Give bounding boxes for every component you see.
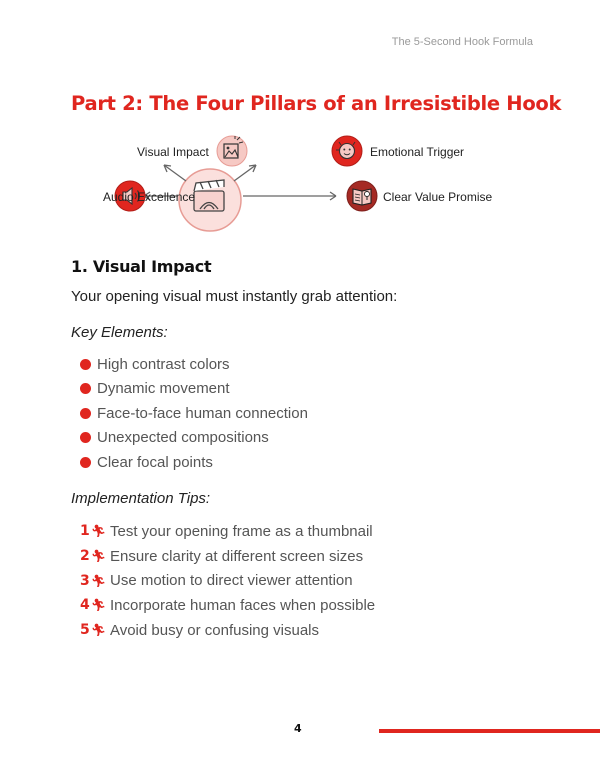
pillar-label-emotional-trigger: Emotional Trigger <box>370 145 465 159</box>
footer-accent-bar <box>379 729 600 733</box>
book-check-icon <box>347 181 377 211</box>
implementation-tips-heading: Implementation Tips: <box>71 490 211 507</box>
runner-icon: 🏃︎ <box>90 598 106 613</box>
four-pillars-diagram <box>90 130 510 235</box>
bullet-dot <box>80 432 91 443</box>
bullet-dot <box>80 383 91 394</box>
running-header: The 5‑Second Hook Formula <box>391 36 533 48</box>
runner-icon: 🏃︎ <box>90 524 106 539</box>
bullet-dot <box>80 359 91 370</box>
list-item <box>80 426 308 451</box>
key-elements-list <box>80 352 308 475</box>
list-item-text: Dynamic movement <box>97 380 230 398</box>
list-item <box>80 401 308 426</box>
tip-text: Avoid busy or confusing visuals <box>109 621 319 639</box>
tip-number: 5 <box>80 622 90 639</box>
list-item-text: High contrast colors <box>97 355 230 373</box>
section-title: 1. Visual Impact <box>71 257 212 276</box>
pillar-label-audio-excellence: Audio Excellence <box>103 190 196 204</box>
tip-number: 2 <box>80 548 90 565</box>
tip-text: Test your opening frame as a thumbnail <box>109 522 373 540</box>
pillar-label-clear-value-promise: Clear Value Promise <box>383 190 493 204</box>
pillar-label-visual-impact: Visual Impact <box>137 145 209 159</box>
list-item-text: Face-to-face human connection <box>97 404 308 422</box>
tip-number: 3 <box>80 572 90 589</box>
list-item <box>80 618 375 643</box>
list-item <box>80 568 375 593</box>
list-item <box>80 352 308 377</box>
list-item <box>80 450 308 475</box>
runner-icon: 🏃︎ <box>90 573 106 588</box>
section-intro: Your opening visual must instantly grab attention: <box>71 288 398 305</box>
runner-icon: 🏃︎ <box>90 549 106 564</box>
tip-text: Incorporate human faces when possible <box>109 596 376 614</box>
image-icon <box>217 136 247 166</box>
bullet-dot <box>80 457 91 468</box>
part-title: Part 2: The Four Pillars of an Irresistible Hook <box>71 92 562 115</box>
emotion-face-icon <box>332 136 362 166</box>
implementation-tips-list <box>80 519 375 642</box>
runner-icon: 🏃︎ <box>90 623 106 638</box>
tip-text: Use motion to direct viewer attention <box>109 572 353 590</box>
page-number: 4 <box>294 722 302 735</box>
list-item-text: Clear focal points <box>97 453 213 471</box>
key-elements-heading: Key Elements: <box>71 324 168 341</box>
tip-number: 1 <box>80 523 90 540</box>
list-item <box>80 593 375 618</box>
list-item <box>80 377 308 402</box>
tip-text: Ensure clarity at different screen sizes <box>109 547 364 565</box>
list-item <box>80 519 375 544</box>
tip-number: 4 <box>80 597 90 614</box>
clapperboard-icon <box>194 180 224 211</box>
bullet-dot <box>80 408 91 419</box>
list-item-text: Unexpected compositions <box>97 429 269 447</box>
list-item <box>80 544 375 569</box>
